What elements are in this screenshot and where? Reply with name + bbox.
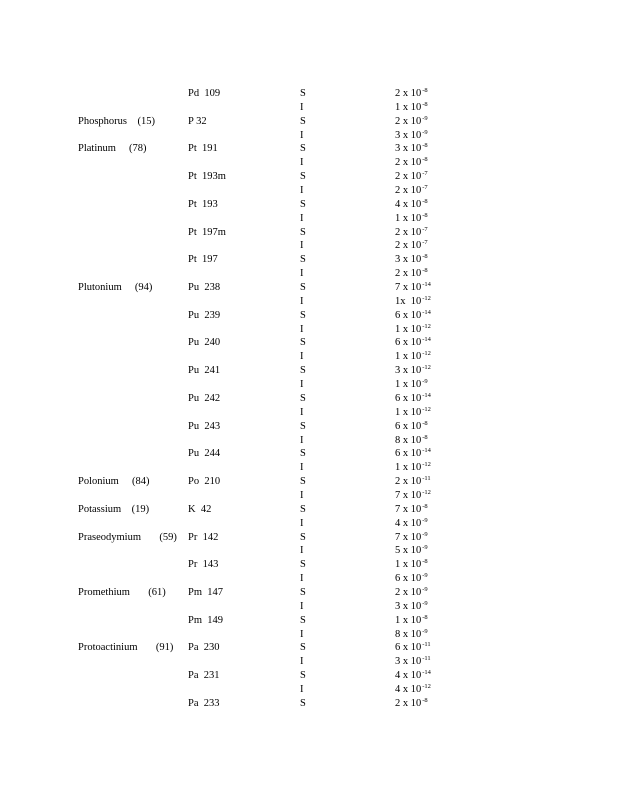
- table-row: [0, 198, 618, 212]
- concentration-exponent: -12: [422, 350, 431, 358]
- isotope-cell: Pm 149: [188, 614, 224, 626]
- solubility-state-cell: I: [300, 462, 304, 474]
- concentration-exponent: -9: [422, 544, 428, 552]
- isotope-cell: Pm 147: [188, 586, 224, 598]
- concentration-value-cell: [395, 198, 428, 213]
- concentration-value-cell: [395, 600, 428, 615]
- element-name-cell: Plutonium (94): [78, 282, 153, 294]
- isotope-cell: Pt 191: [188, 143, 218, 155]
- concentration-exponent: -7: [422, 184, 428, 192]
- isotope-cell: Pu 244: [188, 448, 221, 460]
- concentration-mantissa: 1 x 10: [395, 351, 422, 363]
- concentration-mantissa: 4 x 10: [395, 517, 422, 529]
- isotope-cell: Pu 240: [188, 337, 221, 349]
- concentration-exponent: -11: [422, 641, 431, 649]
- concentration-value-cell: [395, 364, 431, 379]
- table-row: [0, 170, 618, 184]
- solubility-state-cell: I: [300, 295, 304, 307]
- solubility-state-cell: I: [300, 185, 304, 197]
- concentration-value-cell: [395, 614, 428, 629]
- concentration-exponent: -14: [422, 391, 431, 399]
- solubility-state-cell: S: [300, 586, 306, 598]
- isotope-cell: Pt 197: [188, 254, 218, 266]
- table-row: [0, 406, 618, 420]
- concentration-value-cell: [395, 212, 428, 227]
- isotope-cell: P 32: [188, 115, 207, 127]
- table-row: [0, 101, 618, 115]
- concentration-mantissa: 4 x 10: [395, 683, 422, 695]
- solubility-state-cell: S: [300, 559, 306, 571]
- concentration-exponent: -12: [422, 461, 431, 469]
- concentration-exponent: -14: [422, 308, 431, 316]
- concentration-mantissa: 2 x 10: [395, 157, 422, 169]
- table-row: [0, 129, 618, 143]
- concentration-value-cell: [395, 115, 428, 130]
- solubility-state-cell: I: [300, 656, 304, 668]
- concentration-mantissa: 6 x 10: [395, 420, 422, 432]
- solubility-state-cell: S: [300, 531, 306, 543]
- concentration-mantissa: 1x 10: [395, 295, 422, 307]
- solubility-state-cell: S: [300, 420, 306, 432]
- concentration-value-cell: [395, 420, 428, 435]
- concentration-mantissa: 1 x 10: [395, 406, 422, 418]
- concentration-value-cell: [395, 392, 431, 407]
- concentration-value-cell: [395, 295, 431, 310]
- concentration-mantissa: 1 x 10: [395, 212, 422, 224]
- concentration-mantissa: 1 x 10: [395, 559, 422, 571]
- table-row: [0, 558, 618, 572]
- concentration-exponent: -14: [422, 669, 431, 677]
- concentration-mantissa: 6 x 10: [395, 448, 422, 460]
- solubility-state-cell: S: [300, 115, 306, 127]
- table-row: [0, 683, 618, 697]
- solubility-state-cell: I: [300, 379, 304, 391]
- isotope-cell: Pa 230: [188, 642, 220, 654]
- concentration-exponent: -8: [422, 211, 428, 219]
- solubility-state-cell: S: [300, 337, 306, 349]
- concentration-value-cell: [395, 517, 428, 532]
- concentration-mantissa: 2 x 10: [395, 185, 422, 197]
- table-row: [0, 614, 618, 628]
- table-row: [0, 697, 618, 711]
- table-row: [0, 115, 618, 129]
- element-name-cell: Phosphorus (15): [78, 115, 156, 127]
- concentration-mantissa: 6 x 10: [395, 309, 422, 321]
- solubility-state-cell: S: [300, 143, 306, 155]
- concentration-mantissa: 1 x 10: [395, 323, 422, 335]
- concentration-exponent: -8: [422, 197, 428, 205]
- table-row: [0, 350, 618, 364]
- solubility-state-cell: S: [300, 670, 306, 682]
- solubility-state-cell: S: [300, 365, 306, 377]
- concentration-value-cell: [395, 406, 431, 421]
- solubility-state-cell: S: [300, 198, 306, 210]
- isotope-cell: Pt 197m: [188, 226, 226, 238]
- isotope-cell: Po 210: [188, 476, 221, 488]
- isotope-cell: Pt 193m: [188, 171, 226, 183]
- element-name-cell: Polonium (84): [78, 476, 150, 488]
- concentration-exponent: -11: [422, 655, 431, 663]
- isotope-cell: Pr 142: [188, 531, 219, 543]
- solubility-state-cell: S: [300, 282, 306, 294]
- concentration-exponent: -8: [422, 558, 428, 566]
- concentration-mantissa: 2 x 10: [395, 240, 422, 252]
- solubility-state-cell: I: [300, 600, 304, 612]
- table-row: [0, 378, 618, 392]
- solubility-state-cell: I: [300, 628, 304, 640]
- element-name-cell: Praseodymium (59): [78, 531, 177, 543]
- concentration-exponent: -8: [422, 156, 428, 164]
- table-row: [0, 156, 618, 170]
- concentration-mantissa: 5 x 10: [395, 545, 422, 557]
- concentration-mantissa: 3 x 10: [395, 254, 422, 266]
- concentration-exponent: -14: [422, 447, 431, 455]
- concentration-value-cell: [395, 475, 431, 490]
- concentration-exponent: -8: [422, 253, 428, 261]
- table-row: [0, 628, 618, 642]
- concentration-exponent: -9: [422, 516, 428, 524]
- concentration-mantissa: 1 x 10: [395, 379, 422, 391]
- concentration-mantissa: 7 x 10: [395, 503, 422, 515]
- concentration-exponent: -7: [422, 239, 428, 247]
- table-row: [0, 544, 618, 558]
- concentration-value-cell: [395, 461, 431, 476]
- table-row: [0, 364, 618, 378]
- table-row: [0, 517, 618, 531]
- solubility-state-cell: S: [300, 642, 306, 654]
- table-row: [0, 572, 618, 586]
- concentration-value-cell: [395, 87, 428, 102]
- solubility-state-cell: S: [300, 392, 306, 404]
- concentration-mantissa: 3 x 10: [395, 656, 422, 668]
- table-row: [0, 447, 618, 461]
- concentration-mantissa: 3 x 10: [395, 143, 422, 155]
- concentration-exponent: -8: [422, 142, 428, 150]
- concentration-mantissa: 2 x 10: [395, 697, 422, 709]
- concentration-value-cell: [395, 267, 428, 282]
- concentration-exponent: -12: [422, 364, 431, 372]
- solubility-state-cell: I: [300, 683, 304, 695]
- concentration-mantissa: 1 x 10: [395, 101, 422, 113]
- table-row: [0, 184, 618, 198]
- table-row: [0, 323, 618, 337]
- concentration-mantissa: 4 x 10: [395, 670, 422, 682]
- concentration-exponent: -9: [422, 128, 428, 136]
- concentration-value-cell: [395, 309, 431, 324]
- concentration-exponent: -8: [422, 100, 428, 108]
- concentration-value-cell: [395, 572, 428, 587]
- table-row: [0, 531, 618, 545]
- table-row: [0, 253, 618, 267]
- solubility-state-cell: I: [300, 351, 304, 363]
- concentration-exponent: -9: [422, 378, 428, 386]
- element-name-cell: Promethium (61): [78, 586, 166, 598]
- table-row: [0, 420, 618, 434]
- solubility-state-cell: I: [300, 489, 304, 501]
- concentration-mantissa: 2 x 10: [395, 226, 422, 238]
- isotope-cell: Pt 193: [188, 198, 218, 210]
- isotope-cell: Pd 109: [188, 88, 221, 99]
- concentration-mantissa: 7 x 10: [395, 489, 422, 501]
- concentration-value-cell: [395, 503, 428, 518]
- table-row: [0, 475, 618, 489]
- concentration-value-cell: [395, 669, 431, 684]
- solubility-state-cell: I: [300, 573, 304, 585]
- isotope-cell: Pu 238: [188, 282, 221, 294]
- concentration-mantissa: 2 x 10: [395, 476, 422, 488]
- table-row: [0, 87, 618, 101]
- concentration-mantissa: 7 x 10: [395, 282, 422, 294]
- concentration-mantissa: 2 x 10: [395, 115, 422, 127]
- solubility-state-cell: S: [300, 88, 306, 99]
- table-row: [0, 267, 618, 281]
- concentration-exponent: -14: [422, 281, 431, 289]
- concentration-value-cell: [395, 184, 428, 199]
- table-row: [0, 142, 618, 156]
- concentration-mantissa: 1 x 10: [395, 614, 422, 626]
- concentration-exponent: -7: [422, 170, 428, 178]
- concentration-exponent: -8: [422, 87, 428, 94]
- isotope-cell: Pr 143: [188, 559, 219, 571]
- concentration-exponent: -9: [422, 114, 428, 122]
- table-row: [0, 600, 618, 614]
- concentration-mantissa: 3 x 10: [395, 365, 422, 377]
- concentration-exponent: -9: [422, 572, 428, 580]
- table-row: [0, 392, 618, 406]
- concentration-mantissa: 2 x 10: [395, 171, 422, 183]
- concentration-value-cell: [395, 697, 428, 712]
- concentration-value-cell: [395, 683, 431, 698]
- solubility-state-cell: I: [300, 101, 304, 113]
- concentration-mantissa: 8 x 10: [395, 628, 422, 640]
- concentration-exponent: -9: [422, 585, 428, 593]
- concentration-mantissa: 2 x 10: [395, 88, 422, 99]
- concentration-exponent: -12: [422, 322, 431, 330]
- concentration-mantissa: 6 x 10: [395, 392, 422, 404]
- concentration-exponent: -9: [422, 599, 428, 607]
- isotope-cell: Pu 242: [188, 392, 221, 404]
- solubility-state-cell: S: [300, 226, 306, 238]
- solubility-state-cell: I: [300, 212, 304, 224]
- concentration-exponent: -7: [422, 225, 428, 233]
- table-row: [0, 239, 618, 253]
- solubility-state-cell: S: [300, 503, 306, 515]
- table-row: [0, 281, 618, 295]
- table-row: [0, 586, 618, 600]
- concentration-exponent: -8: [422, 696, 428, 704]
- concentration-exponent: -9: [422, 627, 428, 635]
- element-name-cell: Protoactinium (91): [78, 642, 174, 654]
- isotope-cell: Pa 231: [188, 670, 220, 682]
- table-row: [0, 309, 618, 323]
- concentration-exponent: -11: [422, 475, 431, 483]
- solubility-state-cell: I: [300, 545, 304, 557]
- concentration-value-cell: [395, 170, 428, 185]
- element-name-cell: Potassium (19): [78, 503, 150, 515]
- concentration-exponent: -8: [422, 613, 428, 621]
- concentration-mantissa: 2 x 10: [395, 586, 422, 598]
- concentration-value-cell: [395, 101, 428, 116]
- concentration-exponent: -8: [422, 433, 428, 441]
- concentration-exponent: -8: [422, 267, 428, 275]
- solubility-state-cell: I: [300, 517, 304, 529]
- concentration-value-cell: [395, 281, 431, 296]
- solubility-state-cell: I: [300, 129, 304, 141]
- concentration-value-cell: [395, 558, 428, 573]
- concentration-exponent: -8: [422, 502, 428, 510]
- element-name-cell: Platinum (78): [78, 143, 147, 155]
- table-row: [0, 503, 618, 517]
- solubility-state-cell: S: [300, 254, 306, 266]
- concentration-mantissa: 6 x 10: [395, 573, 422, 585]
- isotope-cell: Pa 233: [188, 697, 220, 709]
- solubility-state-cell: I: [300, 240, 304, 252]
- table-row: [0, 669, 618, 683]
- isotope-cell: Pu 241: [188, 365, 221, 377]
- concentration-mantissa: 6 x 10: [395, 642, 422, 654]
- concentration-exponent: -12: [422, 405, 431, 413]
- concentration-mantissa: 2 x 10: [395, 268, 422, 280]
- concentration-mantissa: 3 x 10: [395, 129, 422, 141]
- solubility-state-cell: S: [300, 476, 306, 488]
- table-row: [0, 434, 618, 448]
- concentration-mantissa: 4 x 10: [395, 198, 422, 210]
- concentration-mantissa: 8 x 10: [395, 434, 422, 446]
- solubility-state-cell: S: [300, 697, 306, 709]
- solubility-state-cell: I: [300, 157, 304, 169]
- table-row: [0, 461, 618, 475]
- table-row: [0, 655, 618, 669]
- solubility-state-cell: I: [300, 268, 304, 280]
- solubility-state-cell: S: [300, 448, 306, 460]
- isotope-cell: Pu 239: [188, 309, 221, 321]
- isotope-cell: Pu 243: [188, 420, 221, 432]
- table-row: [0, 641, 618, 655]
- solubility-state-cell: S: [300, 614, 306, 626]
- table-row: [0, 295, 618, 309]
- table-row: [0, 226, 618, 240]
- concentration-exponent: -12: [422, 294, 431, 302]
- solubility-state-cell: I: [300, 323, 304, 335]
- solubility-state-cell: S: [300, 171, 306, 183]
- concentration-exponent: -12: [422, 682, 431, 690]
- concentration-exponent: -12: [422, 488, 431, 496]
- concentration-mantissa: 6 x 10: [395, 337, 422, 349]
- concentration-exponent: -9: [422, 530, 428, 538]
- concentration-exponent: -8: [422, 419, 428, 427]
- concentration-mantissa: 3 x 10: [395, 600, 422, 612]
- concentration-mantissa: 7 x 10: [395, 531, 422, 543]
- concentration-value-cell: [395, 586, 428, 601]
- concentration-value-cell: [395, 378, 428, 393]
- isotope-cell: K 42: [188, 503, 212, 515]
- concentration-value-cell: [395, 655, 431, 670]
- solubility-state-cell: I: [300, 406, 304, 418]
- solubility-state-cell: I: [300, 434, 304, 446]
- concentration-value-cell: [395, 489, 431, 504]
- solubility-state-cell: S: [300, 309, 306, 321]
- concentration-mantissa: 1 x 10: [395, 462, 422, 474]
- table-row: [0, 212, 618, 226]
- table-row: [0, 489, 618, 503]
- concentration-exponent: -14: [422, 336, 431, 344]
- table-row: [0, 336, 618, 350]
